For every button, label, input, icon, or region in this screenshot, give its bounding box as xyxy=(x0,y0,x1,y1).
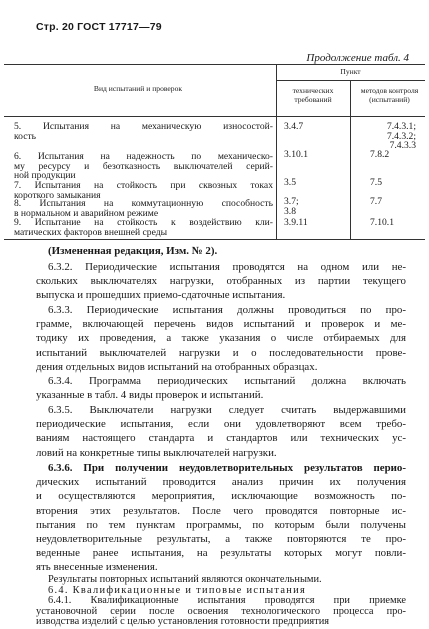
cell-line: 5. Испытания на механическую износостой- xyxy=(14,121,273,132)
col-header-method-line: (испытаний) xyxy=(369,94,410,104)
text-line: и осуществляются мероприятия, исключающие возможность по- xyxy=(36,490,406,503)
text-line: тодику их проведения, а также указания о числе отбираемых для xyxy=(36,332,406,345)
text-line: 6.3.4. Программа периодических испытаний должна включать xyxy=(48,375,406,387)
text-line: вторения этих результатов. После чего проводятся повторные ис- xyxy=(36,504,406,517)
table-row-name xyxy=(14,199,273,218)
final-shown-results xyxy=(36,575,406,628)
table-row-method xyxy=(370,122,416,151)
table-row-tech xyxy=(284,178,344,188)
cell-line: 6. Испытания на надежность по механическо- xyxy=(14,151,273,162)
col-header-method-line: методов контроля xyxy=(360,86,419,95)
paragraph-6-3-4 xyxy=(36,374,406,402)
table-row-tech xyxy=(284,197,344,216)
col-header-method xyxy=(350,87,429,104)
cell-line: ной продукции xyxy=(14,170,76,181)
table-header-bottom-border xyxy=(4,116,425,117)
cell-line: 3.10.1 xyxy=(284,149,308,160)
cell-line: в нормальном и аварийном режиме xyxy=(14,207,159,219)
cell-line: 7.4.3.3 xyxy=(389,140,416,151)
table-row-name xyxy=(14,152,273,181)
cell-line: 7.5 xyxy=(370,177,382,188)
table-bottom-border xyxy=(4,239,425,240)
cell-line: 3.4.7 xyxy=(284,121,304,132)
cell-line: кость xyxy=(14,130,37,142)
cell-line: 7.10.1 xyxy=(370,217,394,228)
table-row-method xyxy=(370,178,420,188)
text-line: 6.3.2. Периодические испытания проводятся на одном или не- xyxy=(48,261,406,273)
cell-line: 7.4.3.2; xyxy=(386,130,416,142)
col-header-group: Пункт xyxy=(340,67,361,76)
text-line: периодические испытания, если они удовлетворяют всем требо- xyxy=(36,418,406,431)
text-line: пытания по тем пунктам программы, по которым были получены xyxy=(36,518,406,531)
cell-line: 3.7; xyxy=(284,196,299,207)
cell-line: 9. Испытание на стойкость к воздействию кли- xyxy=(14,217,273,228)
paragraph-6-3-2 xyxy=(36,260,406,303)
text-line: дения отдельных видов испытаний на отобранных образцах. xyxy=(36,360,318,373)
text-line: неудовлетворительные результаты, а также повторяются те про- xyxy=(36,532,406,545)
col-header-tech-line: требований xyxy=(294,94,332,104)
text-line: дических испытаний проводится анализ причин их получения xyxy=(36,476,406,489)
col-header-tech xyxy=(276,87,350,104)
cell-line: 3.8 xyxy=(284,205,296,217)
table-continuation-label: Продолжение табл. 4 xyxy=(306,52,409,64)
cell-line: 8. Испытания на коммутационную способность xyxy=(14,198,273,209)
text-line: Результаты повторных испытаний являются окончательными. xyxy=(48,574,322,585)
cell-line: 7.7 xyxy=(370,196,382,207)
cell-line: 7. Испытания на стойкость при сквозных токах xyxy=(14,180,273,191)
text-line: изводства изделий с целью установления готовности предприятия xyxy=(36,616,330,628)
table-row-tech xyxy=(284,150,344,160)
table-row-tech xyxy=(284,218,344,228)
table-row-name xyxy=(14,122,273,141)
page-header: Стр. 20 ГОСТ 17717—79 xyxy=(36,21,162,33)
cell-line: 7.8.2 xyxy=(370,149,390,160)
table-row-method xyxy=(370,150,420,160)
text-line: испытаний выключателей нагрузки и о последовательности прове- xyxy=(36,346,406,359)
table-row-name xyxy=(14,218,273,237)
table-column-divider-2 xyxy=(350,80,351,240)
table-top-border xyxy=(4,64,425,65)
table-row-tech xyxy=(284,122,344,132)
cell-line: короткого замыкания xyxy=(14,189,101,201)
table-row-method xyxy=(370,218,420,228)
text-line: установочной серии после освоения технологического процесса про- xyxy=(36,605,406,617)
cell-line: 3.5 xyxy=(284,177,296,188)
cell-line: му ресурсу и безотказность выключателей серий- xyxy=(14,160,273,172)
text-line: 6.3.6. При получении неудовлетворительных результатов перио- xyxy=(48,462,406,474)
text-line: скольких выключателях нагрузки, отобранных из партии текущего xyxy=(36,275,406,288)
test-points-table xyxy=(0,64,429,240)
text-line: ваниям настоящего стандарта и стандартов или технических ус- xyxy=(36,432,406,445)
text-line: 6.3.3. Периодические испытания должны проводиться по про- xyxy=(48,304,406,316)
text-line: 6.4.1. Квалификационные испытания проводятся при приемке xyxy=(48,595,406,607)
col-header-name: Вид испытаний и проверок xyxy=(93,84,183,93)
text-line: ловий на конкретные типы выключателей нагрузки. xyxy=(36,446,277,459)
text-line: грамме, включающей перечень видов испытаний и проверок и ме- xyxy=(36,318,406,331)
cell-line: 3.9.11 xyxy=(284,217,308,228)
text-line: выпуска и прошедших приемо-сдаточные испытания. xyxy=(36,289,286,302)
text-line: указанные в табл. 4 виды проверок и испытаний. xyxy=(36,389,264,402)
text-line: 6.4. Квалификационные и типовые испытания xyxy=(48,584,307,596)
paragraph-6-3-6 xyxy=(36,461,406,575)
cell-line: матических факторов внешней среды xyxy=(14,226,168,238)
text-line: ять внесенные изменения. xyxy=(36,561,158,574)
text-line: 6.3.5. Выключатели нагрузки следует считать выдержавшими xyxy=(48,404,406,416)
paragraph-6-3-3 xyxy=(36,303,406,374)
paragraph-6-3-5 xyxy=(36,403,406,460)
table-row-method xyxy=(370,197,420,207)
text-line: веденные ранее испытания, на результаты которых могут повли- xyxy=(36,547,406,560)
col-header-tech-line: технических xyxy=(292,86,334,95)
cell-line: 7.4.3.1; xyxy=(386,121,416,132)
text-line: (Измененная редакция, Изм. № 2). xyxy=(48,245,218,257)
amendment-note xyxy=(36,244,406,258)
